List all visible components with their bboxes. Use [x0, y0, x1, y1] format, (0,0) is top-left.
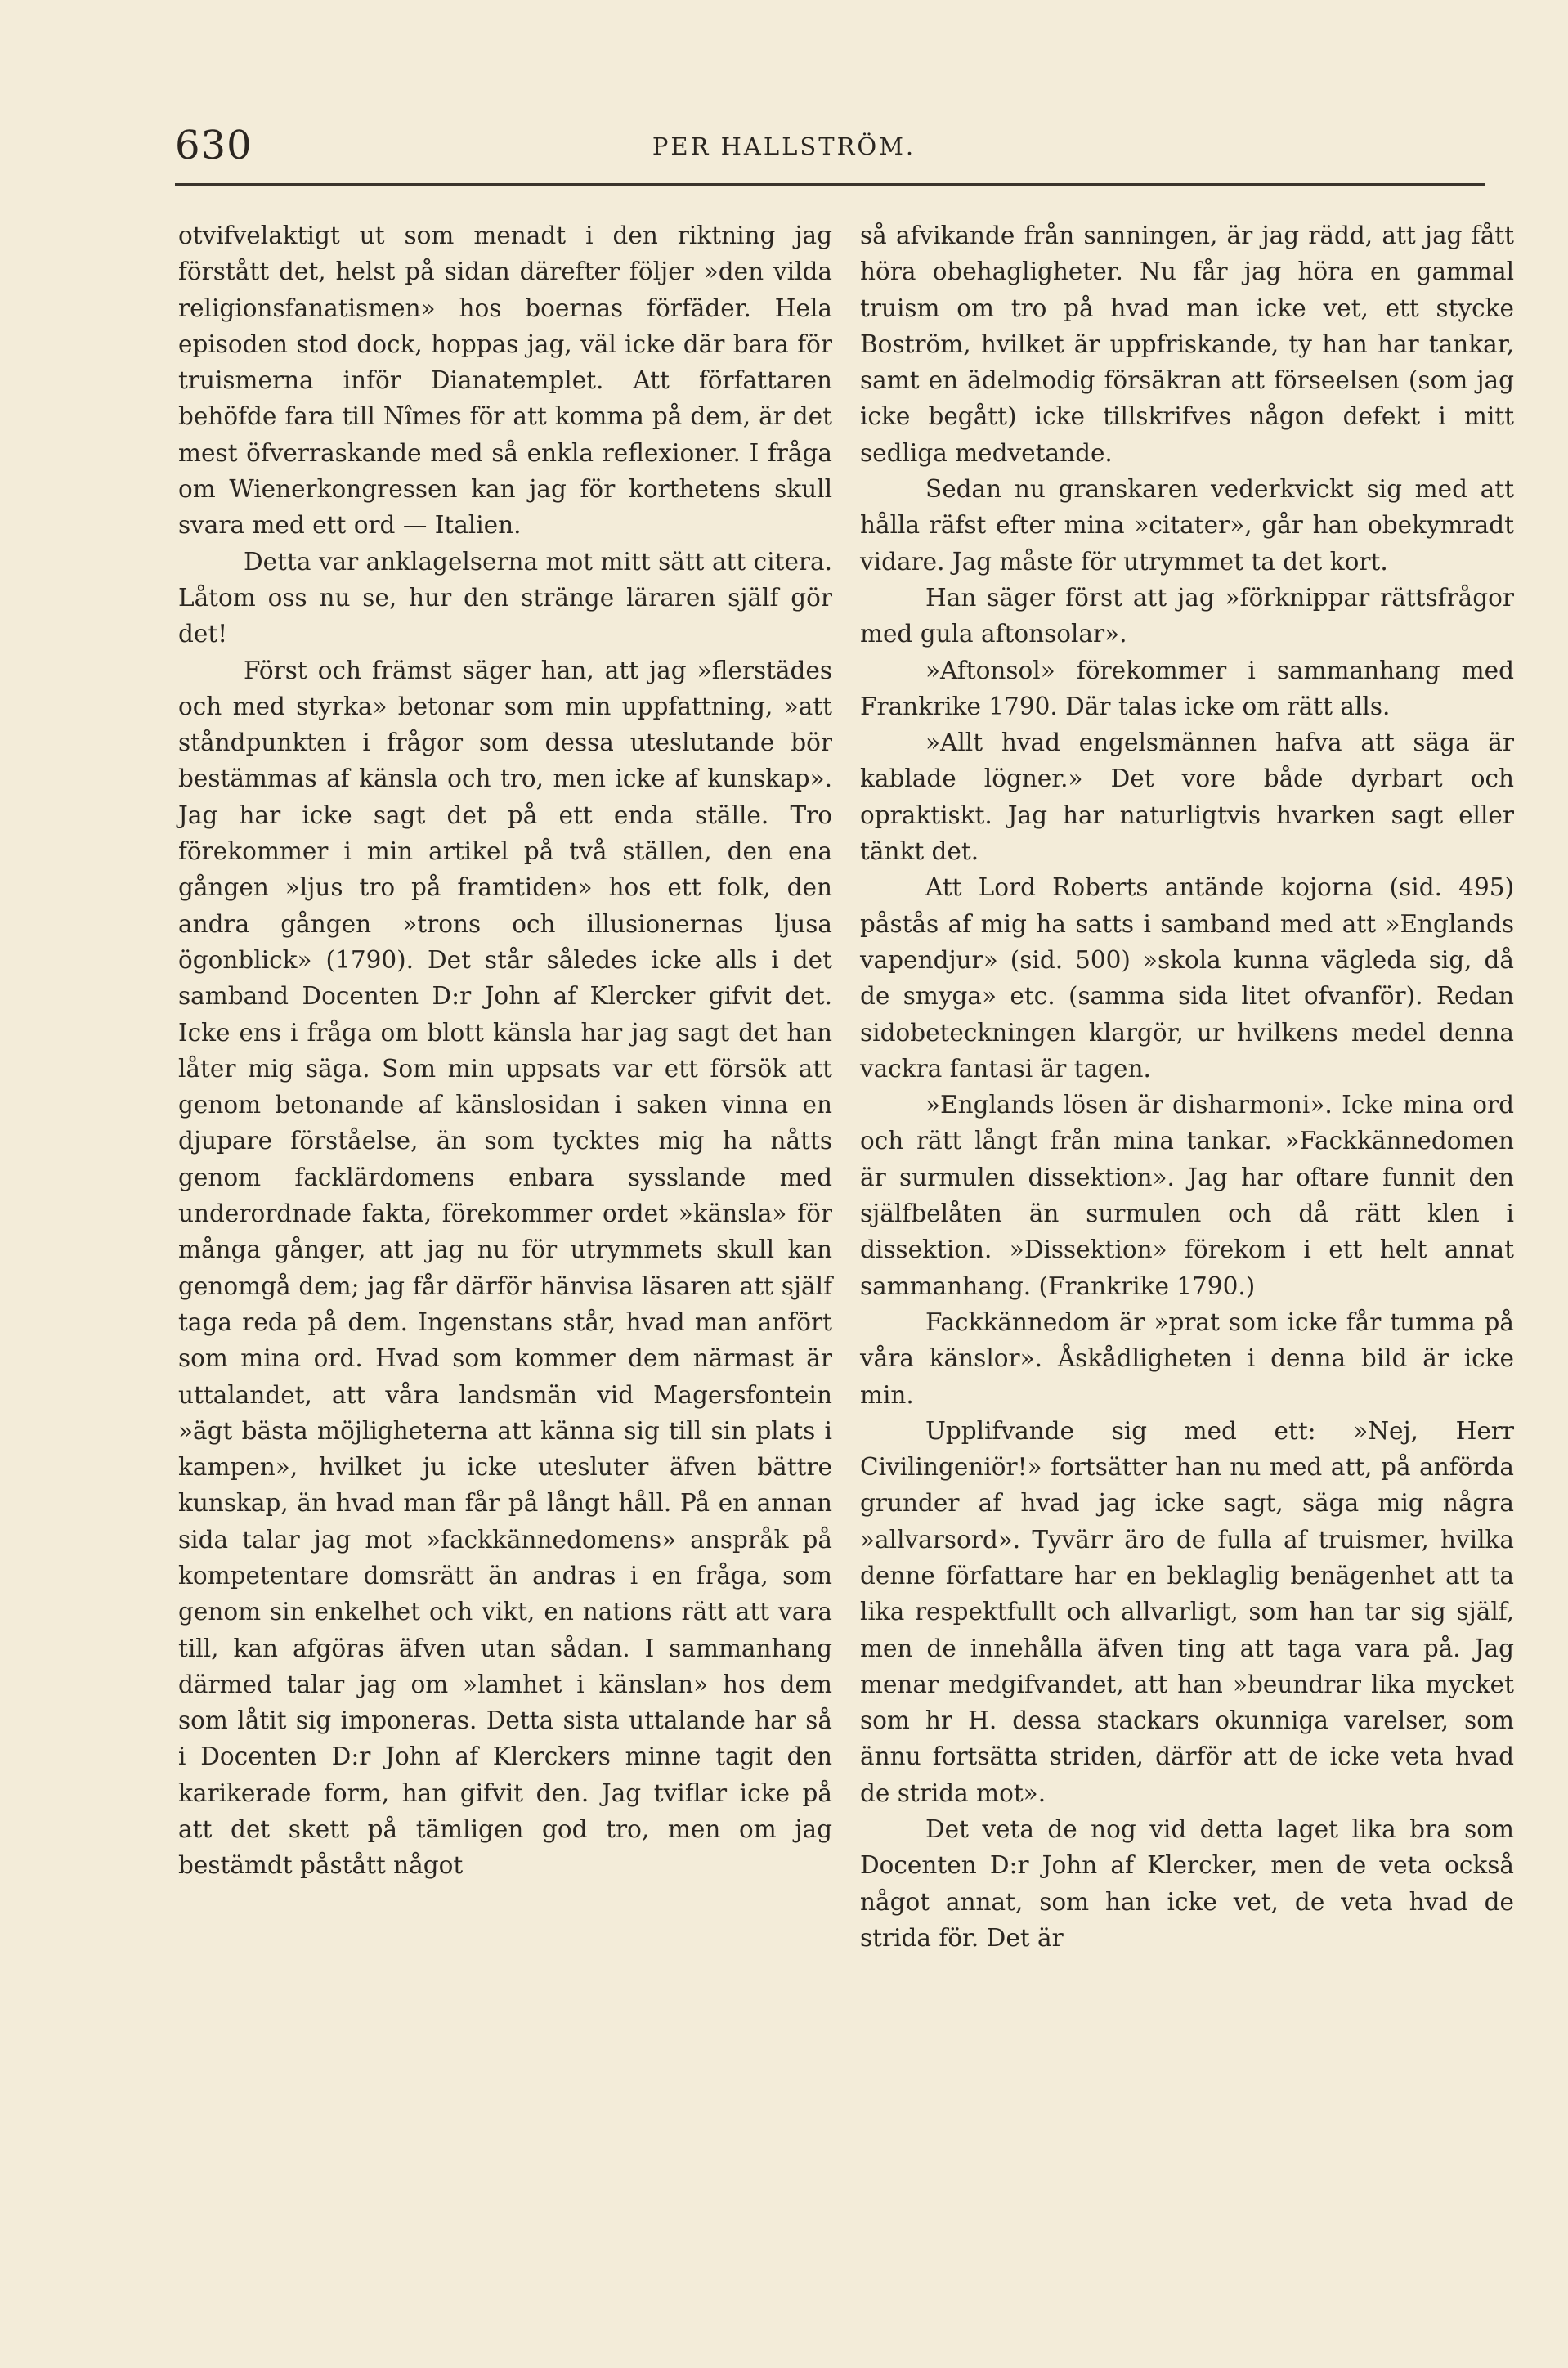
paragraph: Att Lord Roberts antände kojorna (sid. 495) påstås af mig ha satts i samband med att »Englands vapendjur» (sid. 500) »skola kunna vägleda sig, då de smyga» etc. (samma sida litet ofvanför). Redan sidobeteckningen klargör, ur hvilkens medel denna vackra fantasi är tagen.: [860, 873, 1514, 1083]
paragraph: Sedan nu granskaren vederkvickt sig med att hålla räfst efter mina »citater», går han obekymradt vidare. Jag måste för utrymmet ta det kort.: [860, 475, 1514, 576]
paragraph: »Aftonsol» förekommer i sammanhang med Frankrike 1790. Där talas icke om rätt alls.: [860, 656, 1514, 720]
paragraph: otvifvelaktigt ut som menadt i den riktning jag förstått det, helst på sidan därefter följer »den vilda religionsfanatismen» hos boernas förfäder. Hela episoden stod dock, hoppas jag, väl icke där bara för truismerna inför Dianatemplet. Att författaren behöfde fara till Nîmes för att komma på dem, är det mest öfverraskande med så enkla reflexioner. I fråga om Wienerkongressen kan jag för korthetens skull svara med ett ord — Italien.: [178, 222, 832, 540]
paragraph: Detta var anklagelserna mot mitt sätt att citera. Låtom oss nu se, hur den stränge läraren själf gör det!: [178, 547, 832, 648]
header-rule: [175, 183, 1485, 186]
paragraph: Fackkännedom är »prat som icke får tumma på våra känslor». Åskådligheten i denna bild är icke min.: [860, 1307, 1514, 1409]
left-column: [178, 218, 832, 1884]
paragraph: Upplifvande sig med ett: »Nej, Herr Civilingeniör!» fortsätter han nu med att, på anförda grunder af hvad jag icke sagt, säga mig några »allvarsord». Tyvärr äro de fulla af truismer, hvilka denne författare har en beklaglig benägenhet att ta lika respektfullt och allvarligt, som han tar sig själf, men de innehålla äfven ting att taga vara på. Jag menar medgifvandet, att han »beundrar lika mycket som hr H. dessa stackars okunniga varelser, som ännu fortsätta striden, därför att de icke veta hvad de strida mot».: [860, 1416, 1514, 1807]
running-head: PER HALLSTRÖM.: [652, 132, 916, 160]
right-column: [860, 218, 1514, 1956]
page-number: 630: [175, 123, 253, 168]
paragraph: »Englands lösen är disharmoni». Icke mina ord och rätt långt från mina tankar. »Fackkännedomen är surmulen dissektion». Jag har oftare funnit den själfbelåten än surmulen och då rätt klen i dissektion. »Dissektion» förekom i ett helt annat sammanhang. (Frankrike 1790.): [860, 1091, 1514, 1300]
paragraph: så afvikande från sanningen, är jag rädd, att jag fått höra obehagligheter. Nu får jag höra en gammal truism om tro på hvad man icke vet, ett stycke Boström, hvilket är uppfriskande, ty han har tankar, samt en ädelmodig försäkran att förseelsen (som jag icke begått) icke tillskrifves någon defekt i mitt sedliga medvetande.: [860, 222, 1514, 467]
paragraph: Först och främst säger han, att jag »flerstädes och med styrka» betonar som min uppfattning, »att ståndpunkten i frågor som dessa uteslutande bör bestämmas af känsla och tro, men icke af kunskap». Jag har icke sagt det på ett enda ställe. Tro förekommer i min artikel på två ställen, den ena gången »ljus tro på framtiden» hos ett folk, den andra gången »trons och illusionernas ljusa ögonblick» (1790). Det står således icke alls i det samband Docenten D:r John af Klercker gifvit det. Icke ens i fråga om blott känsla har jag sagt det han låter mig säga. Som min uppsats var ett försök att genom betonande af känslosidan i saken vinna en djupare förståelse, än som tycktes mig ha nåtts genom facklärdomens enbara sysslande med underordnade fakta, förekommer ordet »känsla» för många gånger, att jag nu för utrymmets skull kan genomgå dem; jag får därför hänvisa läsaren att själf taga reda på dem. Ingenstans står, hvad man anfört som mina ord. Hvad som kommer dem närmast är uttalandet, att våra landsmän vid Magersfontein »ägt bästa möjligheterna att känna sig till sin plats i kampen», hvilket ju icke utesluter äfven bättre kunskap, än hvad man får på långt håll. På en annan sida talar jag mot »fackkännedomens» anspråk på kompetentare domsrätt än andras i en fråga, som genom sin enkelhet och vikt, en nations rätt att vara till, kan afgöras äfven utan sådan. I sammanhang därmed talar jag om »lamhet i känslan» hos dem som låtit sig imponeras. Detta sista uttalande har så i Docenten D:r John af Klerckers minne tagit den karikerade form, han gifvit den. Jag tviflar icke på att det skett på tämligen god tro, men om jag bestämdt påstått något: [178, 656, 832, 1880]
paragraph: Det veta de nog vid detta laget lika bra som Docenten D:r John af Klercker, men de veta också något annat, som han icke vet, de veta hvad de strida för. Det är: [860, 1815, 1514, 1952]
paragraph: »Allt hvad engelsmännen hafva att säga är kablade lögner.» Det vore både dyrbart och opraktiskt. Jag har naturligtvis hvarken sagt eller tänkt det.: [860, 729, 1514, 866]
paragraph: Han säger först att jag »förknippar rättsfrågor med gula aftonsolar».: [860, 583, 1514, 648]
